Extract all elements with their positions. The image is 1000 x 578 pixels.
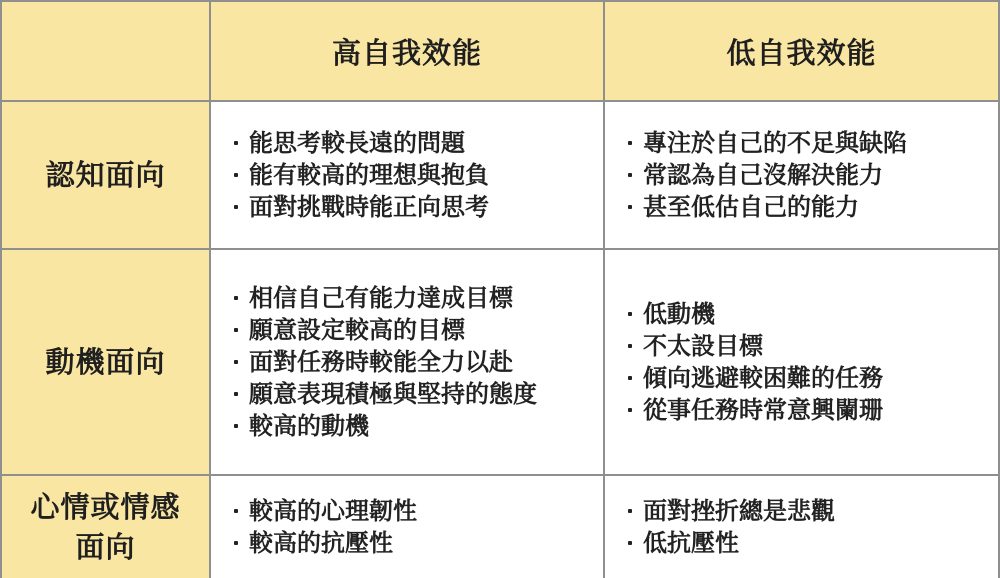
list-item-text: 低抗壓性 [643,529,739,557]
list-item [234,410,537,442]
row-label-emotional-line1: 心情或情感 [30,490,181,524]
list-item [628,191,907,223]
bullet-icon [628,509,632,513]
list-item [234,282,537,314]
list-item-text: 面對任務時較能全力以赴 [249,348,513,376]
bullet-icon [234,173,238,177]
list-item-text: 不太設目標 [643,332,763,360]
list-item [628,159,907,191]
list-item-text: 傾向逃避較困難的任務 [643,364,883,392]
emotional-low-list [628,495,835,559]
emotional-high-list [234,495,417,559]
list-item-text: 能思考較長遠的問題 [249,129,465,157]
bullet-icon [234,328,238,332]
list-item [628,127,907,159]
list-item [234,159,489,191]
cell-cognitive-low [605,102,1000,250]
row-label-cognitive-text: 認知面向 [45,158,166,192]
list-item-text: 低動機 [643,300,715,328]
row-label-cognitive [2,102,211,250]
list-item [234,495,417,527]
cell-motivation-low [605,250,1000,476]
bullet-icon [234,360,238,364]
list-item-text: 能有較高的理想與抱負 [249,161,489,189]
row-label-motivation-text: 動機面向 [45,345,166,379]
bullet-icon [234,205,238,209]
list-item [628,394,883,426]
list-item [628,362,883,394]
list-item-text: 從事任務時常意興闌珊 [643,396,883,424]
row-label-motivation [2,250,211,476]
list-item [234,346,537,378]
list-item-text: 專注於自己的不足與缺陷 [643,129,907,157]
bullet-icon [628,408,632,412]
table-corner-cell [2,2,211,102]
list-item-text: 常認為自己沒解決能力 [643,161,883,189]
bullet-icon [628,141,632,145]
bullet-icon [234,296,238,300]
bullet-icon [234,392,238,396]
cell-cognitive-high [211,102,605,250]
list-item-text: 願意表現積極與堅持的態度 [249,380,537,408]
list-item-text: 較高的動機 [249,412,369,440]
list-item-text: 甚至低估自己的能力 [643,193,859,221]
column-header-high [211,2,605,102]
row-label-emotional-line2: 面向 [75,530,136,564]
list-item [628,330,883,362]
motivation-low-list [628,298,883,426]
list-item-text: 較高的心理韌性 [249,497,417,525]
list-item-text: 面對挫折總是悲觀 [643,497,835,525]
column-header-low [605,2,1000,102]
column-header-high-label: 高自我效能 [331,35,482,70]
bullet-icon [234,424,238,428]
list-item [234,314,537,346]
list-item-text: 面對挑戰時能正向思考 [249,193,489,221]
cell-emotional-low [605,476,1000,578]
list-item-text: 相信自己有能力達成目標 [249,284,513,312]
list-item [234,127,489,159]
list-item [234,191,489,223]
cognitive-high-list [234,127,489,223]
cell-emotional-high [211,476,605,578]
bullet-icon [234,509,238,513]
list-item-text: 較高的抗壓性 [249,529,393,557]
column-header-low-label: 低自我效能 [726,35,877,70]
list-item [628,527,835,559]
bullet-icon [628,205,632,209]
bullet-icon [234,141,238,145]
bullet-icon [628,376,632,380]
cognitive-low-list [628,127,907,223]
bullet-icon [628,541,632,545]
list-item [628,298,883,330]
bullet-icon [628,312,632,316]
list-item [234,378,537,410]
list-item [234,527,417,559]
bullet-icon [234,541,238,545]
bullet-icon [628,344,632,348]
row-label-emotional [2,476,211,578]
cell-motivation-high [211,250,605,476]
bullet-icon [628,173,632,177]
motivation-high-list [234,282,537,442]
list-item-text: 願意設定較高的目標 [249,316,465,344]
list-item [628,495,835,527]
